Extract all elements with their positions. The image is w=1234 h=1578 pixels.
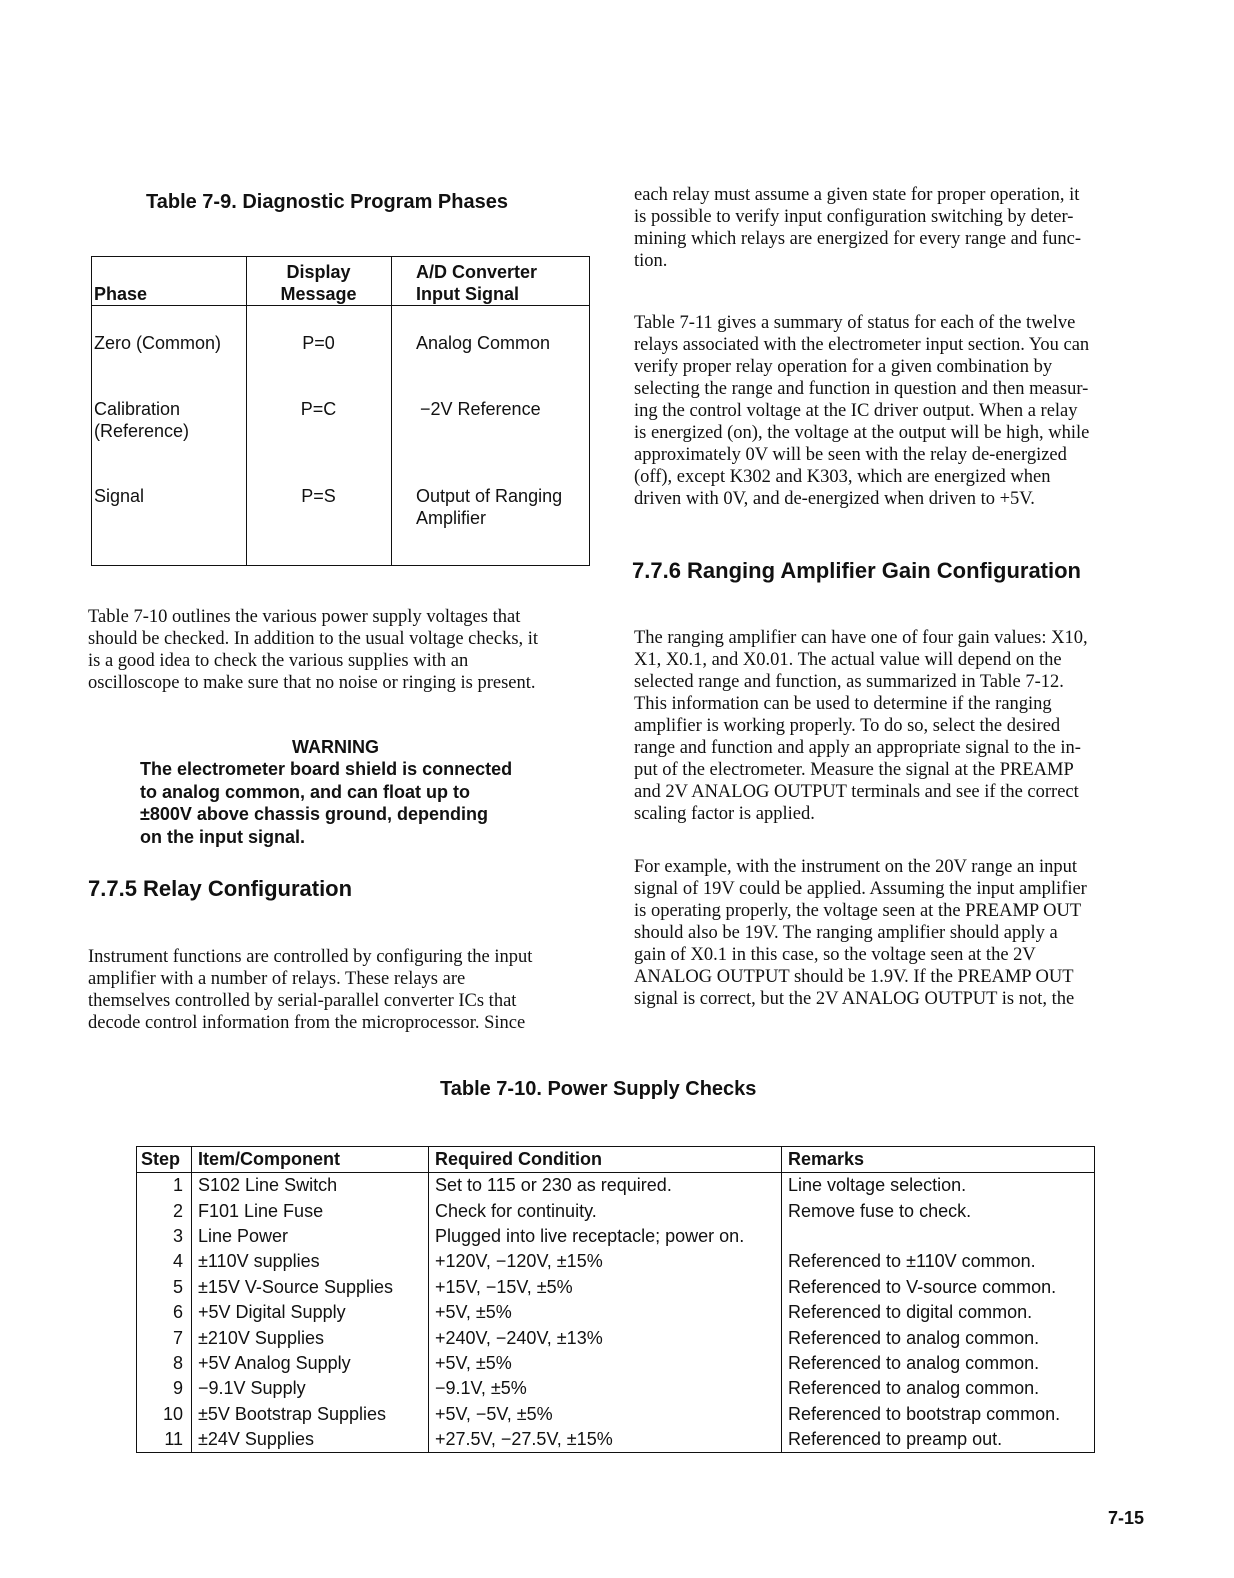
paragraph-table-7-11: Table 7-11 gives a summary of status for each of the twelve relays associated with the electrometer input section. You can verify proper relay operation for a given combination by selecting the range and function in question and then measur- ing the control voltage at the IC driver output. When a relay is energized (on), the voltage at the output will be high, while approximately 0V will be seen with the relay de-energized (off), except K302 and K303, which are energized when driven with 0V, and de-energized when driven to +5V. — [634, 313, 1090, 509]
table-row — [137, 1224, 1095, 1249]
paragraph-table-7-10-intro: Table 7-10 outlines the various power supply voltages that should be checked. In addition to the usual voltage checks, it is a good idea to check the various supplies with an oscilloscope to make sure that no noise or ringing is present. — [88, 607, 539, 693]
cell-required-condition: Check for continuity. — [429, 1198, 782, 1223]
cell-required-condition: Plugged into live receptacle; power on. — [429, 1224, 782, 1249]
table-row — [137, 1351, 1095, 1376]
table-row-ad-signal: Analog Common — [416, 333, 551, 353]
cell-step: 6 — [137, 1300, 192, 1325]
section-7-7-6-paragraph-2: For example, with the instrument on the 20V range an input signal of 19V could be applied. Assuming the input amplifier is operating properly, the voltage seen at the PREAMP OUT should also be 19V. The ranging amplifier should apply a gain of X0.1 in this case, so the voltage seen at the 2V ANALOG OUTPUT should be 1.9V. If the PREAMP OUT signal is correct, but the 2V ANALOG OUTPUT is not, the — [634, 857, 1087, 1009]
cell-required-condition: −9.1V, ±5% — [429, 1376, 782, 1401]
cell-step: 2 — [137, 1198, 192, 1223]
header-remarks: Remarks — [782, 1147, 1095, 1173]
cell-required-condition: +5V, ±5% — [429, 1300, 782, 1325]
table-row — [137, 1300, 1095, 1325]
header-display-message: Display Message — [280, 262, 357, 304]
cell-required-condition: +5V, −5V, ±5% — [429, 1402, 782, 1427]
paragraph-relay-continuation: each relay must assume a given state for proper operation, it is possible to verify input configuration switching by deter- mining which relays are energized for every range and func- tion. — [634, 185, 1082, 271]
header-ad-converter: A/D Converter Input Signal — [416, 262, 538, 304]
table-row-display: P=S — [301, 486, 336, 506]
warning-title: WARNING — [292, 737, 379, 757]
cell-item-component: +5V Analog Supply — [192, 1351, 429, 1376]
table-row-display: P=C — [300, 399, 337, 419]
table-row-phase: Zero (Common) — [94, 333, 222, 353]
section-7-7-6-heading: 7.7.6 Ranging Amplifier Gain Configuration — [632, 558, 1081, 583]
header-step: Step — [137, 1147, 192, 1173]
cell-item-component: ±15V V-Source Supplies — [192, 1275, 429, 1300]
table-7-9-caption: Table 7-9. Diagnostic Program Phases — [146, 191, 508, 213]
cell-step: 11 — [137, 1427, 192, 1453]
header-phase: Phase — [94, 284, 148, 304]
cell-remarks: Referenced to analog common. — [788, 1327, 1040, 1348]
page-number: 7-15 — [1108, 1508, 1145, 1528]
cell-remarks: Referenced to bootstrap common. — [788, 1403, 1061, 1424]
section-7-7-5-paragraph: Instrument functions are controlled by configuring the input amplifier with a number of relays. These relays are themselves controlled by serial-parallel converter ICs that decode control information from the microprocessor. Since — [88, 947, 533, 1033]
cell-remarks: Remove fuse to check. — [788, 1200, 972, 1221]
table-row — [137, 1402, 1095, 1427]
cell-step: 3 — [137, 1224, 192, 1249]
header-required-condition: Required Condition — [429, 1147, 782, 1173]
table-row-display: P=0 — [302, 333, 335, 353]
table-row — [137, 1325, 1095, 1350]
table-row-phase: Calibration (Reference) — [94, 399, 190, 441]
cell-remarks: Referenced to V-source common. — [788, 1276, 1057, 1297]
cell-step: 10 — [137, 1402, 192, 1427]
cell-required-condition: +15V, −15V, ±5% — [429, 1275, 782, 1300]
cell-step: 8 — [137, 1351, 192, 1376]
table-row — [137, 1275, 1095, 1300]
cell-remarks: Referenced to preamp out. — [788, 1429, 1003, 1450]
table-row — [137, 1249, 1095, 1274]
cell-step: 4 — [137, 1249, 192, 1274]
cell-remarks — [782, 1224, 1095, 1249]
cell-item-component: Line Power — [192, 1224, 429, 1249]
table-row — [137, 1198, 1095, 1223]
table-header-row — [137, 1147, 1095, 1173]
cell-step: 7 — [137, 1325, 192, 1350]
section-7-7-5-heading: 7.7.5 Relay Configuration — [88, 876, 353, 901]
cell-required-condition: +5V, ±5% — [429, 1351, 782, 1376]
cell-required-condition: +240V, −240V, ±13% — [429, 1325, 782, 1350]
table-row — [137, 1376, 1095, 1401]
header-item-component: Item/Component — [192, 1147, 429, 1173]
table-7-9 — [91, 256, 590, 566]
table-row — [137, 1173, 1095, 1199]
cell-item-component: −9.1V Supply — [192, 1376, 429, 1401]
cell-item-component: ±24V Supplies — [192, 1427, 429, 1453]
table-7-10-caption: Table 7-10. Power Supply Checks — [440, 1078, 757, 1100]
cell-item-component: F101 Line Fuse — [192, 1198, 429, 1223]
cell-item-component: ±210V Supplies — [192, 1325, 429, 1350]
cell-item-component: ±110V supplies — [192, 1249, 429, 1274]
cell-remarks: Referenced to ±110V common. — [788, 1251, 1036, 1272]
table-row-ad-signal: −2V Reference — [420, 399, 541, 419]
cell-step: 9 — [137, 1376, 192, 1401]
cell-remarks: Line voltage selection. — [788, 1175, 967, 1196]
table-row — [137, 1427, 1095, 1453]
cell-remarks: Referenced to digital common. — [788, 1302, 1033, 1323]
cell-required-condition: +27.5V, −27.5V, ±15% — [429, 1427, 782, 1453]
cell-remarks: Referenced to analog common. — [788, 1352, 1040, 1373]
section-7-7-6-paragraph-1: The ranging amplifier can have one of four gain values: X10, X1, X0.1, and X0.01. The actual value will depend on the selected range and function, as summarized in Table 7-12. This information can be used to determine if the ranging amplifier is working properly. To do so, select the desired range and function and apply an appropriate signal to the in- put of the electrometer. Measure the signal at the PREAMP and 2V ANALOG OUTPUT terminals and see if the correct scaling factor is applied. — [634, 628, 1088, 824]
table-row-ad-signal: Output of Ranging Amplifier — [416, 486, 563, 528]
table-row-phase: Signal — [94, 486, 145, 506]
table-7-10 — [136, 1146, 1095, 1453]
cell-remarks: Referenced to analog common. — [788, 1378, 1040, 1399]
cell-required-condition: +120V, −120V, ±15% — [429, 1249, 782, 1274]
cell-item-component: ±5V Bootstrap Supplies — [192, 1402, 429, 1427]
cell-step: 5 — [137, 1275, 192, 1300]
warning-text: The electrometer board shield is connected to analog common, and can float up to ±800V above chassis ground, depending on the input signal. — [140, 759, 513, 847]
cell-step: 1 — [137, 1173, 192, 1199]
cell-item-component: S102 Line Switch — [192, 1173, 429, 1199]
cell-required-condition: Set to 115 or 230 as required. — [429, 1173, 782, 1199]
cell-item-component: +5V Digital Supply — [192, 1300, 429, 1325]
